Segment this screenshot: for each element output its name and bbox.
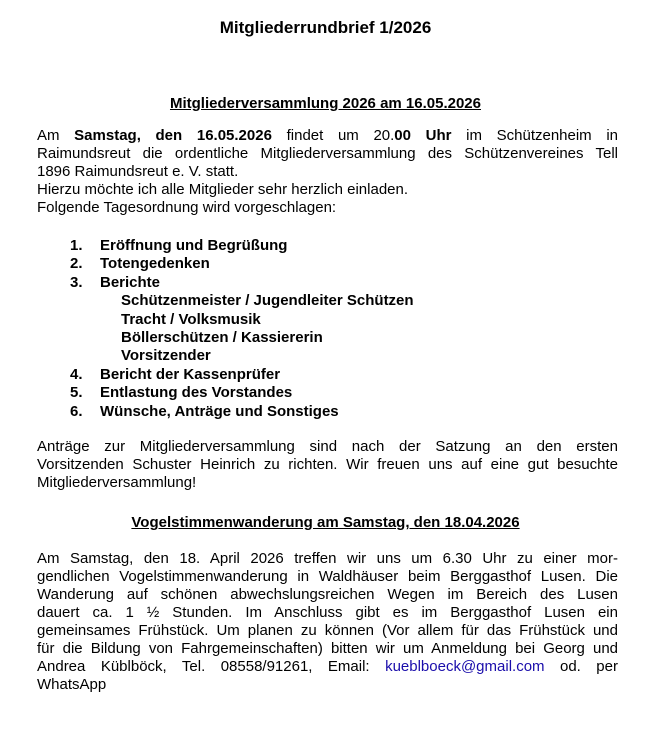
email-link[interactable]: kueblboeck@gmail.com bbox=[385, 658, 545, 675]
report-subitem: Böllerschützen / Kassiererin bbox=[121, 329, 323, 347]
report-subitem: Vorsitzender bbox=[121, 347, 211, 365]
section-heading-birdwalk: Vogelstimmenwanderung am Samstag, den 18.04.2026 bbox=[131, 514, 520, 531]
assembly-intro-paragraph bbox=[37, 127, 618, 217]
intro-line-4: Hierzu möchte ich alle Mitglieder sehr herzlich einladen. bbox=[37, 181, 409, 198]
birdwalk-line: Wanderung auf schönen abwechslungsreichen Wegen im Bereich des Lusen bbox=[37, 586, 618, 603]
agenda-item: 2. Totengedenken bbox=[70, 255, 210, 273]
birdwalk-line: Am Samstag, den 18. April 2026 treffen wir uns um 6.30 Uhr zu einer mor- bbox=[37, 550, 618, 567]
closing-line-1: Anträge zur Mitgliederversammlung sind nach der Satzung an den ersten bbox=[37, 438, 618, 455]
closing-line-3: Mitgliederversammlung! bbox=[37, 474, 197, 491]
agenda-item: 6. Wünsche, Anträge und Sonstiges bbox=[70, 402, 339, 420]
agenda-item: 4. Bericht der Kassenprüfer bbox=[70, 365, 281, 383]
agenda-item: 1. Eröffnung und Begrüßung bbox=[70, 237, 288, 254]
birdwalk-line: WhatsApp bbox=[37, 676, 107, 693]
intro-line-2: Raimundsreut die ordentliche Mitgliederversammlung des Schützenvereines Tell bbox=[37, 145, 618, 162]
birdwalk-paragraph bbox=[37, 550, 618, 694]
birdwalk-line: Andrea Küblböck, Tel. 08558/91261, Email: kueblboeck@gmail.com od. per bbox=[37, 658, 618, 675]
intro-line-1: Am Samstag, den 16.05.2026 findet um 20.00 Uhr im Schützenheim in bbox=[37, 127, 619, 144]
agenda-item: 5. Entlastung des Vorstandes bbox=[70, 384, 293, 402]
report-subitem: Tracht / Volksmusik bbox=[121, 310, 261, 328]
birdwalk-line: gemeinsames Frühstück. Um planen zu können (Vor allem für das Frühstück und bbox=[37, 622, 618, 639]
agenda-list bbox=[70, 237, 414, 421]
closing-line-2: Vorsitzenden Schuster Heinrich zu richten. Wir freuen uns auf eine gut besuchte bbox=[37, 456, 618, 473]
intro-line-5: Folgende Tagesordnung wird vorgeschlagen: bbox=[37, 199, 337, 216]
intro-line-3: 1896 Raimundsreut e. V. statt. bbox=[37, 163, 239, 180]
agenda-item: 3. Berichte Schützenmeister / Jugendleiter Schützen Tracht / Volksmusik Böllerschützen / Kassiererin Vorsitzender bbox=[70, 273, 414, 365]
birdwalk-line: gendlichen Vogelstimmenwanderung in Waldhäuser beim Berggasthof Lusen. Die bbox=[37, 568, 618, 585]
birdwalk-line: für die Bildung von Fahrgemeinschaften) bitten wir um Anmeldung bei Georg und bbox=[37, 640, 618, 657]
section-heading-assembly: Mitgliederversammlung 2026 am 16.05.2026 bbox=[169, 95, 481, 112]
assembly-closing-paragraph bbox=[37, 438, 618, 492]
report-subitem: Schützenmeister / Jugendleiter Schützen bbox=[121, 292, 414, 310]
birdwalk-line: dauert ca. 1 ½ Stunden. Im Anschluss gibt es im Berggasthof Lusen ein bbox=[37, 604, 618, 621]
page-title: Mitgliederrundbrief 1/2026 bbox=[219, 18, 432, 37]
